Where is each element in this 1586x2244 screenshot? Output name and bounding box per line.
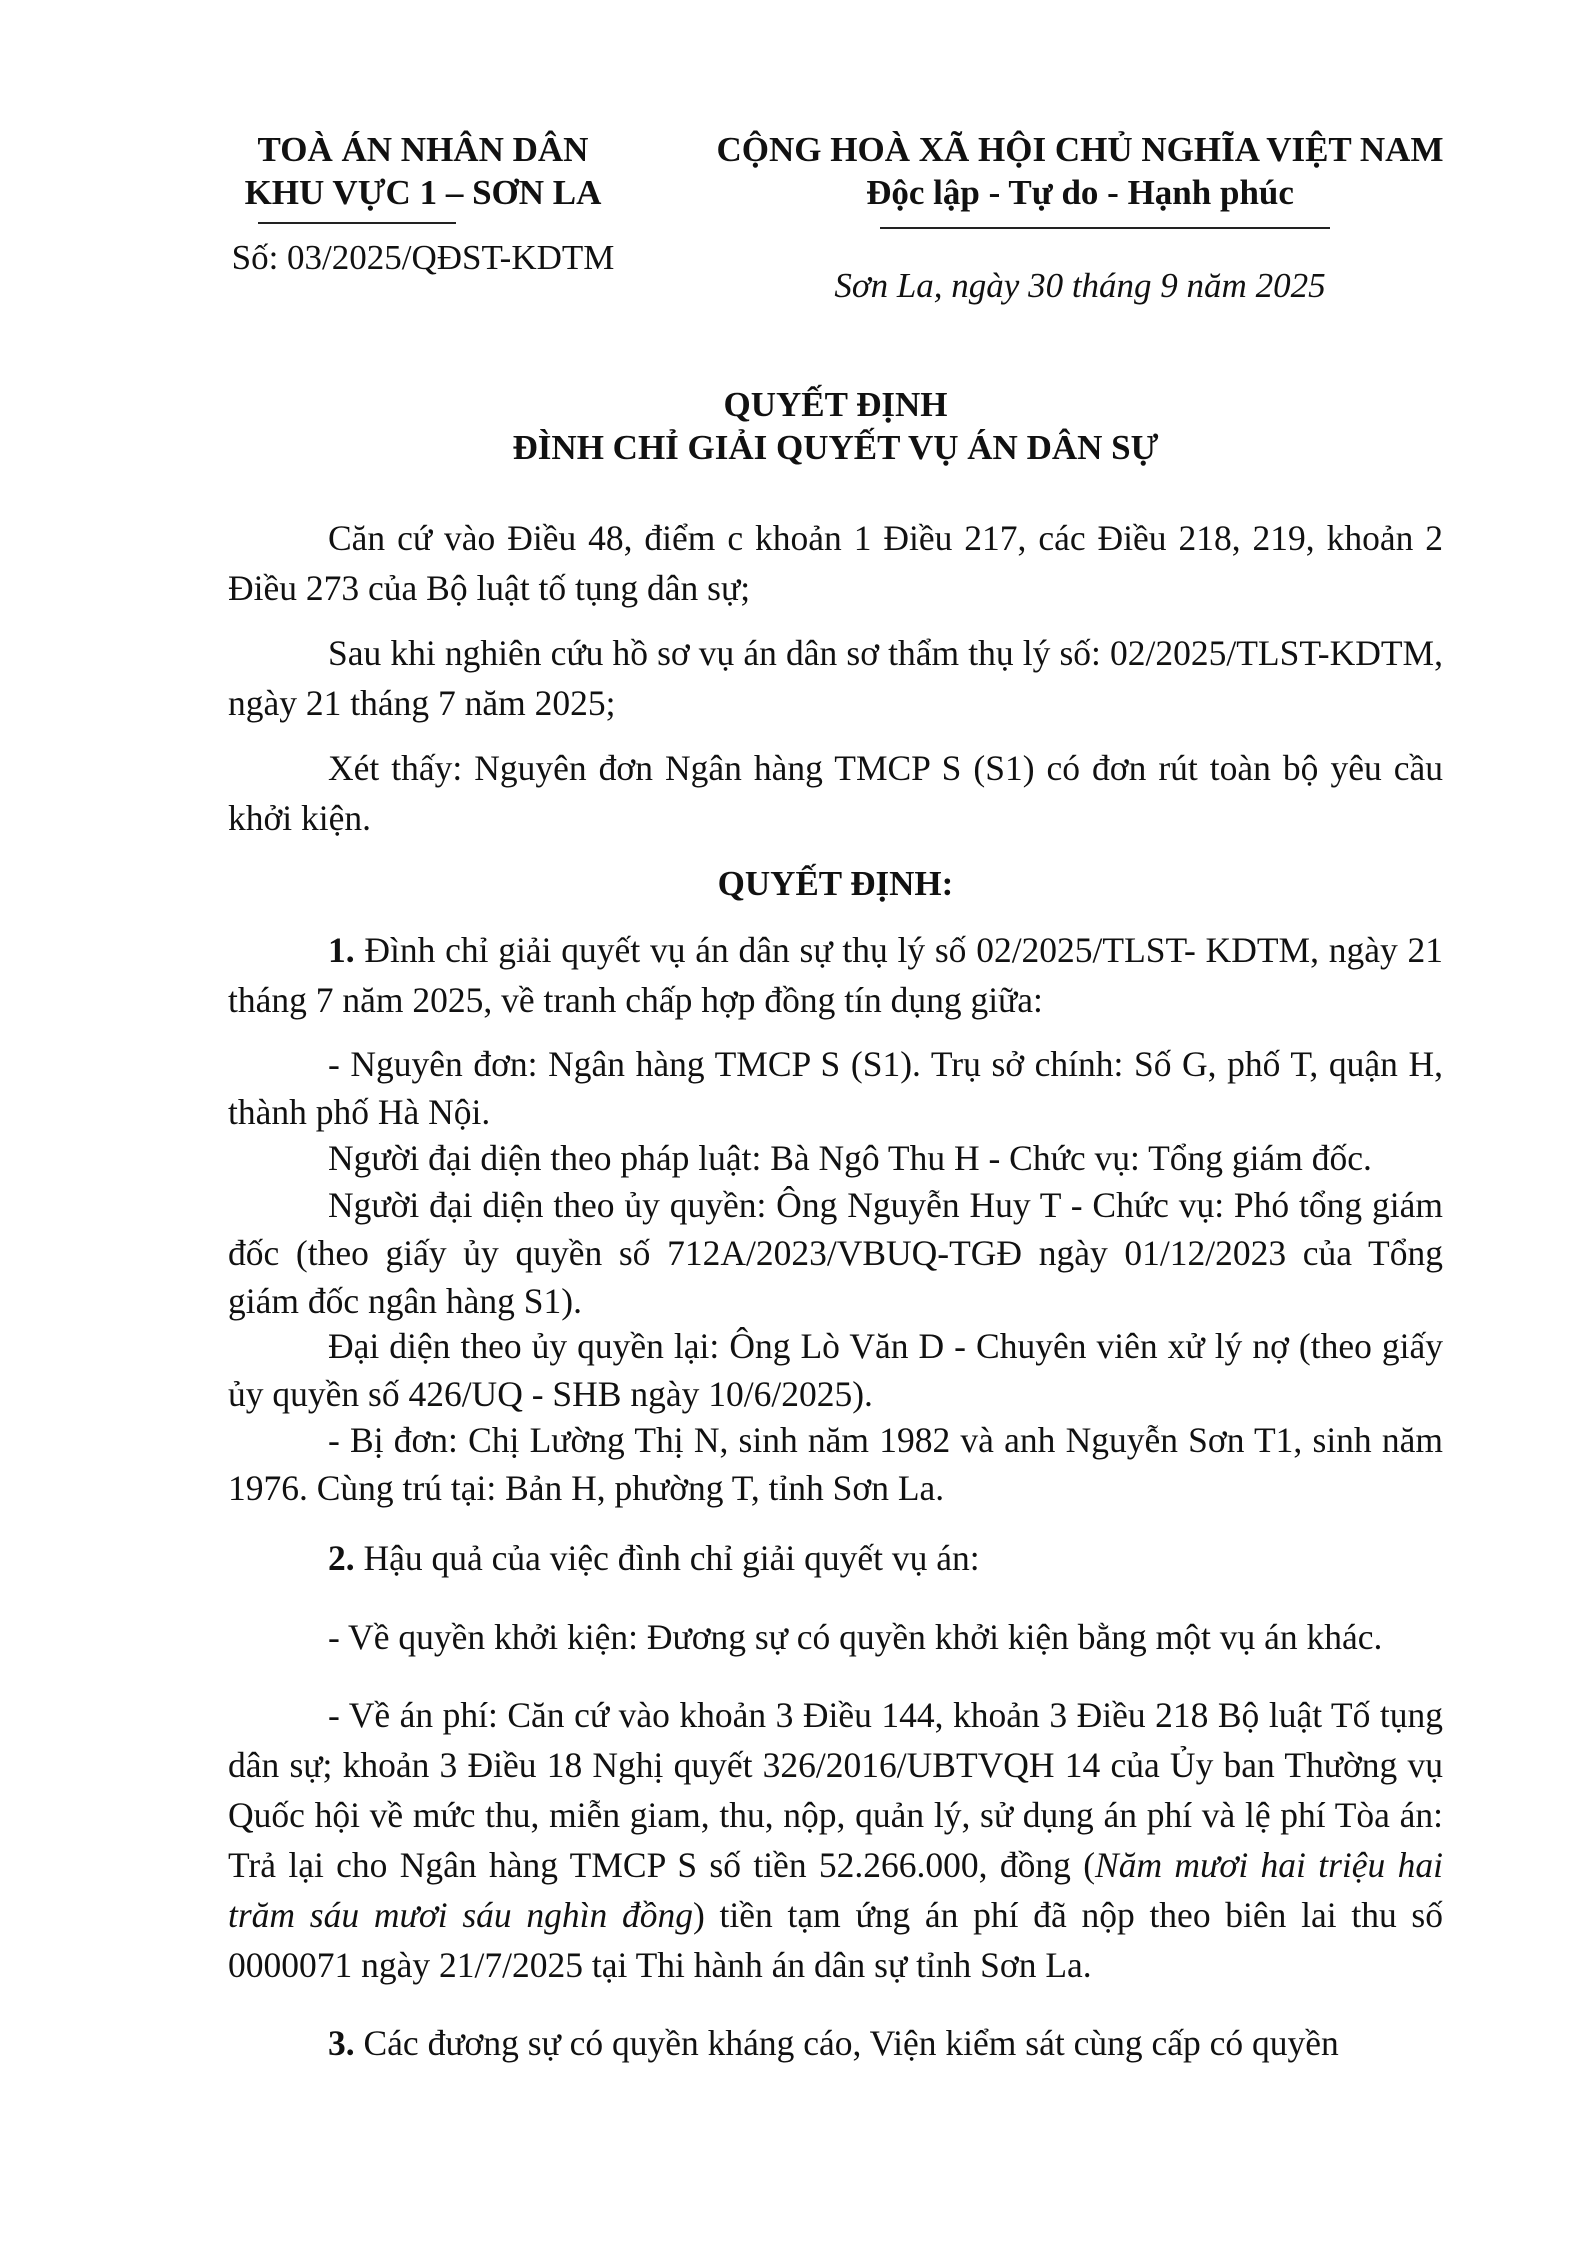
court-fee-text: - Về án phí: Căn cứ vào khoản 3 Điều 144, khoản 3 Điều 218 Bộ luật Tố tụng dân sự; khoản 3 Điều 18 Nghị quyết 326/2016/UBTVQH 14 của Ủy ban Thường vụ Quốc hội về mức thu, miễn giam, thu, nộp, quản lý, sử dụng án phí và lệ phí Tòa án: Trả lại cho Ngân hàng TMCP S số tiền 52.266.000, đồng ( bbox=[228, 1695, 1443, 1885]
motto-underline bbox=[880, 227, 1330, 229]
authorized-representative: Người đại diện theo ủy quyền: Ông Nguyễn Huy T - Chức vụ: Phó tổng giám đốc (theo giấy ủy quyền số 712A/2023/VBUQ-TGĐ ngày 01/12/2023 của Tổng giám đốc ngân hàng S1). bbox=[228, 1185, 1443, 1321]
court-fee-amount-in-words: Năm mươi hai triệu hai trăm sáu mươi sáu nghìn đồng bbox=[228, 1845, 1443, 1935]
item-1-number: 1. bbox=[328, 930, 355, 970]
court-name-block bbox=[223, 128, 623, 214]
decision-heading: QUYẾT ĐỊNH: bbox=[717, 864, 954, 903]
document-title bbox=[228, 383, 1443, 469]
decision-item-1 bbox=[228, 925, 1443, 1025]
court-name-line2: KHU VỰC 1 – SƠN LA bbox=[244, 173, 602, 212]
national-motto-block bbox=[700, 128, 1460, 214]
item-3-text: Các đương sự có quyền kháng cáo, Viện kiểm sát cùng cấp có quyền bbox=[354, 2023, 1339, 2063]
preamble-case-review: Sau khi nghiên cứu hồ sơ vụ án dân sơ thẩm thụ lý số: 02/2025/TLST-KDTM, ngày 21 tháng 7 năm 2025; bbox=[228, 633, 1443, 723]
document-number: Số: 03/2025/QĐST-KDTM bbox=[231, 238, 615, 277]
court-name-line1: TOÀ ÁN NHÂN DÂN bbox=[257, 130, 589, 169]
right-to-sue: - Về quyền khởi kiện: Đương sự có quyền khởi kiện bằng một vụ án khác. bbox=[328, 1617, 1383, 1657]
court-underline bbox=[258, 222, 456, 224]
preamble-finding: Xét thấy: Nguyên đơn Ngân hàng TMCP S (S1) có đơn rút toàn bộ yêu cầu khởi kiện. bbox=[228, 748, 1443, 838]
decision-item-3 bbox=[228, 2018, 1443, 2068]
item-1-text: Đình chỉ giải quyết vụ án dân sự thụ lý số 02/2025/TLST- KDTM, ngày 21 tháng 7 năm 2025, về tranh chấp hợp đồng tín dụng giữa: bbox=[228, 930, 1443, 1020]
preamble-legal-basis: Căn cứ vào Điều 48, điểm c khoản 1 Điều 217, các Điều 218, 219, khoản 2 Điều 273 của Bộ luật tố tụng dân sự; bbox=[228, 518, 1443, 608]
national-name: CỘNG HOÀ XÃ HỘI CHỦ NGHĨA VIỆT NAM bbox=[716, 130, 1444, 169]
defendant-info: - Bị đơn: Chị Lường Thị N, sinh năm 1982 và anh Nguyễn Sơn T1, sinh năm 1976. Cùng trú tại: Bản H, phường T, tỉnh Sơn La. bbox=[228, 1420, 1443, 1508]
national-motto: Độc lập - Tự do - Hạnh phúc bbox=[866, 173, 1294, 212]
court-fee-text-end: ) tiền tạm ứng án phí đã nộp theo biên lai thu số 0000071 ngày 21/7/2025 tại Thi hành án dân sự tỉnh Sơn La. bbox=[228, 1895, 1443, 1985]
plaintiff-info: - Nguyên đơn: Ngân hàng TMCP S (S1). Trụ sở chính: Số G, phố T, quận H, thành phố Hà Nội. bbox=[228, 1044, 1443, 1132]
court-fee-provision bbox=[228, 1690, 1443, 1990]
place-date: Sơn La, ngày 30 tháng 9 năm 2025 bbox=[834, 266, 1326, 305]
sub-authorized-representative: Đại diện theo ủy quyền lại: Ông Lò Văn D - Chuyên viên xử lý nợ (theo giấy ủy quyền số 426/UQ - SHB ngày 10/6/2025). bbox=[228, 1326, 1443, 1414]
title-line1: QUYẾT ĐỊNH bbox=[723, 385, 948, 424]
item-2-text: Hậu quả của việc đình chỉ giải quyết vụ án: bbox=[354, 1538, 980, 1578]
item-3-number: 3. bbox=[328, 2023, 355, 2063]
item-2-number: 2. bbox=[328, 1538, 355, 1578]
title-line2: ĐÌNH CHỈ GIẢI QUYẾT VỤ ÁN DÂN SỰ bbox=[512, 428, 1159, 467]
decision-item-2 bbox=[228, 1533, 1443, 1583]
legal-representative: Người đại diện theo pháp luật: Bà Ngô Thu H - Chức vụ: Tổng giám đốc. bbox=[328, 1138, 1372, 1178]
